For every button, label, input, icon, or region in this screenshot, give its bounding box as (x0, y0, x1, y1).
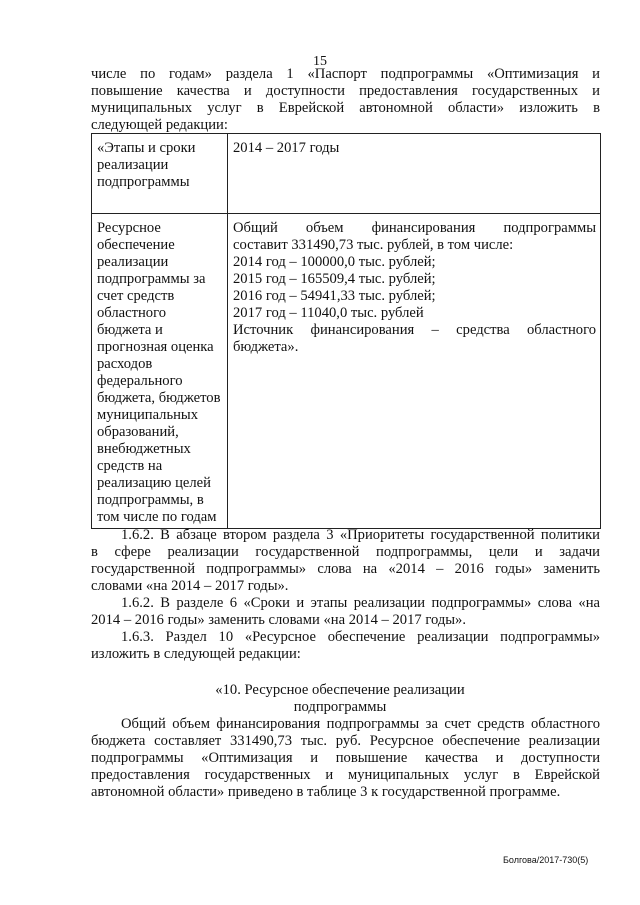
cell-line: 2015 год – 165509,4 тыс. рублей; (233, 271, 436, 287)
cell-line: счет средств (97, 288, 175, 304)
text-line: словами «на 2014 – 2017 годы». (91, 578, 289, 594)
cell-line: реализации (97, 254, 169, 270)
intro-paragraph (91, 66, 600, 134)
table-cell-label (92, 134, 228, 214)
table-cell-label (92, 214, 228, 529)
text-line: следующей редакции: (91, 117, 228, 133)
text-line: повышение качества и доступности предоставления государственных и (91, 83, 600, 99)
cell-line: Общий объем финансирования подпрограммы (233, 220, 596, 236)
text-line: 1.6.2. В разделе 6 «Сроки и этапы реализации подпрограммы» слова «на (121, 595, 600, 611)
cell-line: образований, (97, 424, 179, 440)
heading-line: подпрограммы (293, 699, 387, 715)
cell-line: федерального (97, 373, 183, 389)
table-row (92, 214, 601, 529)
cell-line: обеспечение (97, 237, 175, 253)
table-cell-value (228, 214, 601, 529)
page-number: 15 (313, 54, 327, 69)
cell-line: Источник финансирования – средства областного (233, 322, 596, 338)
cell-line: том числе по годам (97, 509, 217, 525)
cell-line: подпрограммы, в (97, 492, 204, 508)
cell-line: внебюджетных (97, 441, 191, 457)
text-line: бюджета составляет 331490,73 тыс. руб. Ресурсное обеспечение реализации (91, 733, 600, 749)
cell-line: расходов (97, 356, 153, 372)
table-cell-value (228, 134, 601, 214)
cell-line: бюджета, бюджетов (97, 390, 221, 406)
text-line: 1.6.2. В абзаце втором раздела 3 «Приоритеты государственной политики (121, 527, 600, 543)
cell-line: «Этапы и сроки (97, 140, 196, 156)
cell-line: подпрограммы за (97, 271, 206, 287)
text-line: 1.6.3. Раздел 10 «Ресурсное обеспечение реализации подпрограммы» (121, 629, 600, 645)
cell-line: составит 331490,73 тыс. рублей, в том числе: (233, 237, 514, 253)
cell-line: бюджета». (233, 339, 299, 355)
cell-line: средств на (97, 458, 163, 474)
cell-line: муниципальных (97, 407, 199, 423)
section-heading (0, 682, 640, 716)
cell-line: 2016 год – 54941,33 тыс. рублей; (233, 288, 436, 304)
cell-line: 2014 – 2017 годы (233, 140, 340, 156)
cell-line: бюджета и (97, 322, 163, 338)
cell-line: прогнозная оценка (97, 339, 214, 355)
heading-line: «10. Ресурсное обеспечение реализации (215, 682, 465, 698)
document-footer-code: Болгова/2017-730(5) (503, 855, 589, 865)
text-line: подпрограммы «Оптимизация и повышение качества и доступности (91, 750, 600, 766)
cell-line: 2014 год – 100000,0 тыс. рублей; (233, 254, 436, 270)
text-line: Общий объем финансирования подпрограммы за счет средств областного (121, 716, 600, 732)
text-line: автономной области» приведено в таблице 3 к государственной программе. (91, 784, 561, 800)
text-line: государственной подпрограммы» слова на «2014 – 2016 годы» заменить (91, 561, 600, 577)
table-row (92, 134, 601, 214)
amendment-paragraphs (91, 527, 600, 663)
passport-table (91, 133, 601, 529)
text-line: изложить в следующей редакции: (91, 646, 301, 662)
cell-line: областного (97, 305, 166, 321)
cell-line: реализацию целей (97, 475, 211, 491)
text-line: муниципальных услуг в Еврейской автономной области» изложить в (91, 100, 600, 116)
section-body (91, 716, 600, 801)
cell-line: Ресурсное (97, 220, 161, 236)
text-line: в сфере реализации государственной подпрограммы, цели и задачи (91, 544, 600, 560)
cell-line: подпрограммы (97, 174, 190, 190)
text-line: числе по годам» раздела 1 «Паспорт подпрограммы «Оптимизация и (91, 66, 600, 82)
text-line: 2014 – 2016 годы» заменить словами «на 2014 – 2017 годы». (91, 612, 466, 628)
text-line: предоставления государственных и муниципальных услуг в Еврейской (91, 767, 600, 783)
cell-line: реализации (97, 157, 169, 173)
cell-line: 2017 год – 11040,0 тыс. рублей (233, 305, 424, 321)
